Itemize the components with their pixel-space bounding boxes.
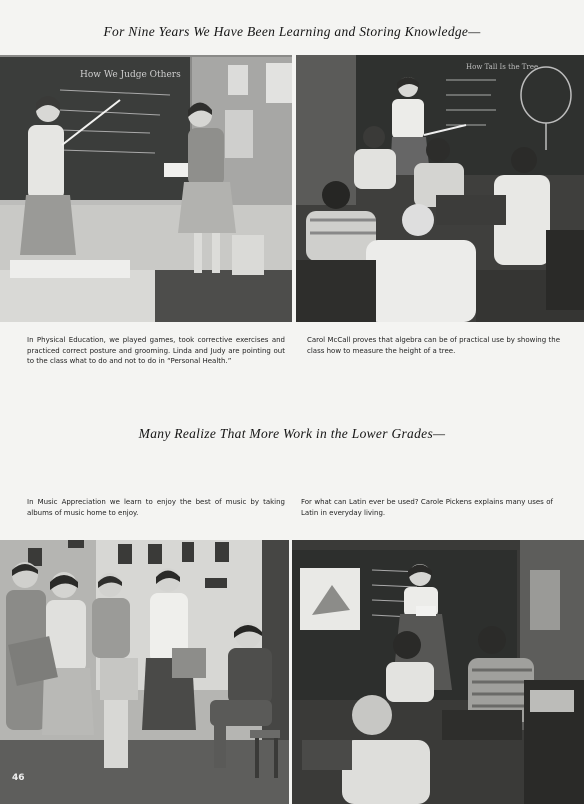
page-heading-middle: Many Realize That More Work in the Lower Grades— <box>138 426 446 441</box>
page-number: 46 <box>12 773 25 783</box>
blackboard-health-text: How We Judge Others <box>80 70 181 80</box>
music-class-photo <box>0 540 289 804</box>
caption-music: In Music Appreciation we learn to enjoy the best of music by taking albums of music home to enjoy. <box>27 498 285 517</box>
latin-class-photo <box>292 540 584 804</box>
page-heading-top: For Nine Years We Have Been Learning and Storing Knowledge— <box>103 24 481 39</box>
caption-physical-education: In Physical Education, we played games, took corrective exercises and practiced correct posture and grooming. Linda and Judy are pointing out to the class what to do and not to do in “Personal Health.” <box>27 336 285 365</box>
algebra-class-photo <box>296 55 584 322</box>
blackboard-tree-text: How Tall Is the Tree <box>466 63 539 71</box>
caption-latin: For what can Latin ever be used? Carole Pickens explains many uses of Latin in everyday living. <box>301 498 553 517</box>
health-class-photo <box>0 55 292 322</box>
caption-algebra: Carol McCall proves that algebra can be of practical use by showing the class how to measure the height of a tree. <box>307 336 560 355</box>
